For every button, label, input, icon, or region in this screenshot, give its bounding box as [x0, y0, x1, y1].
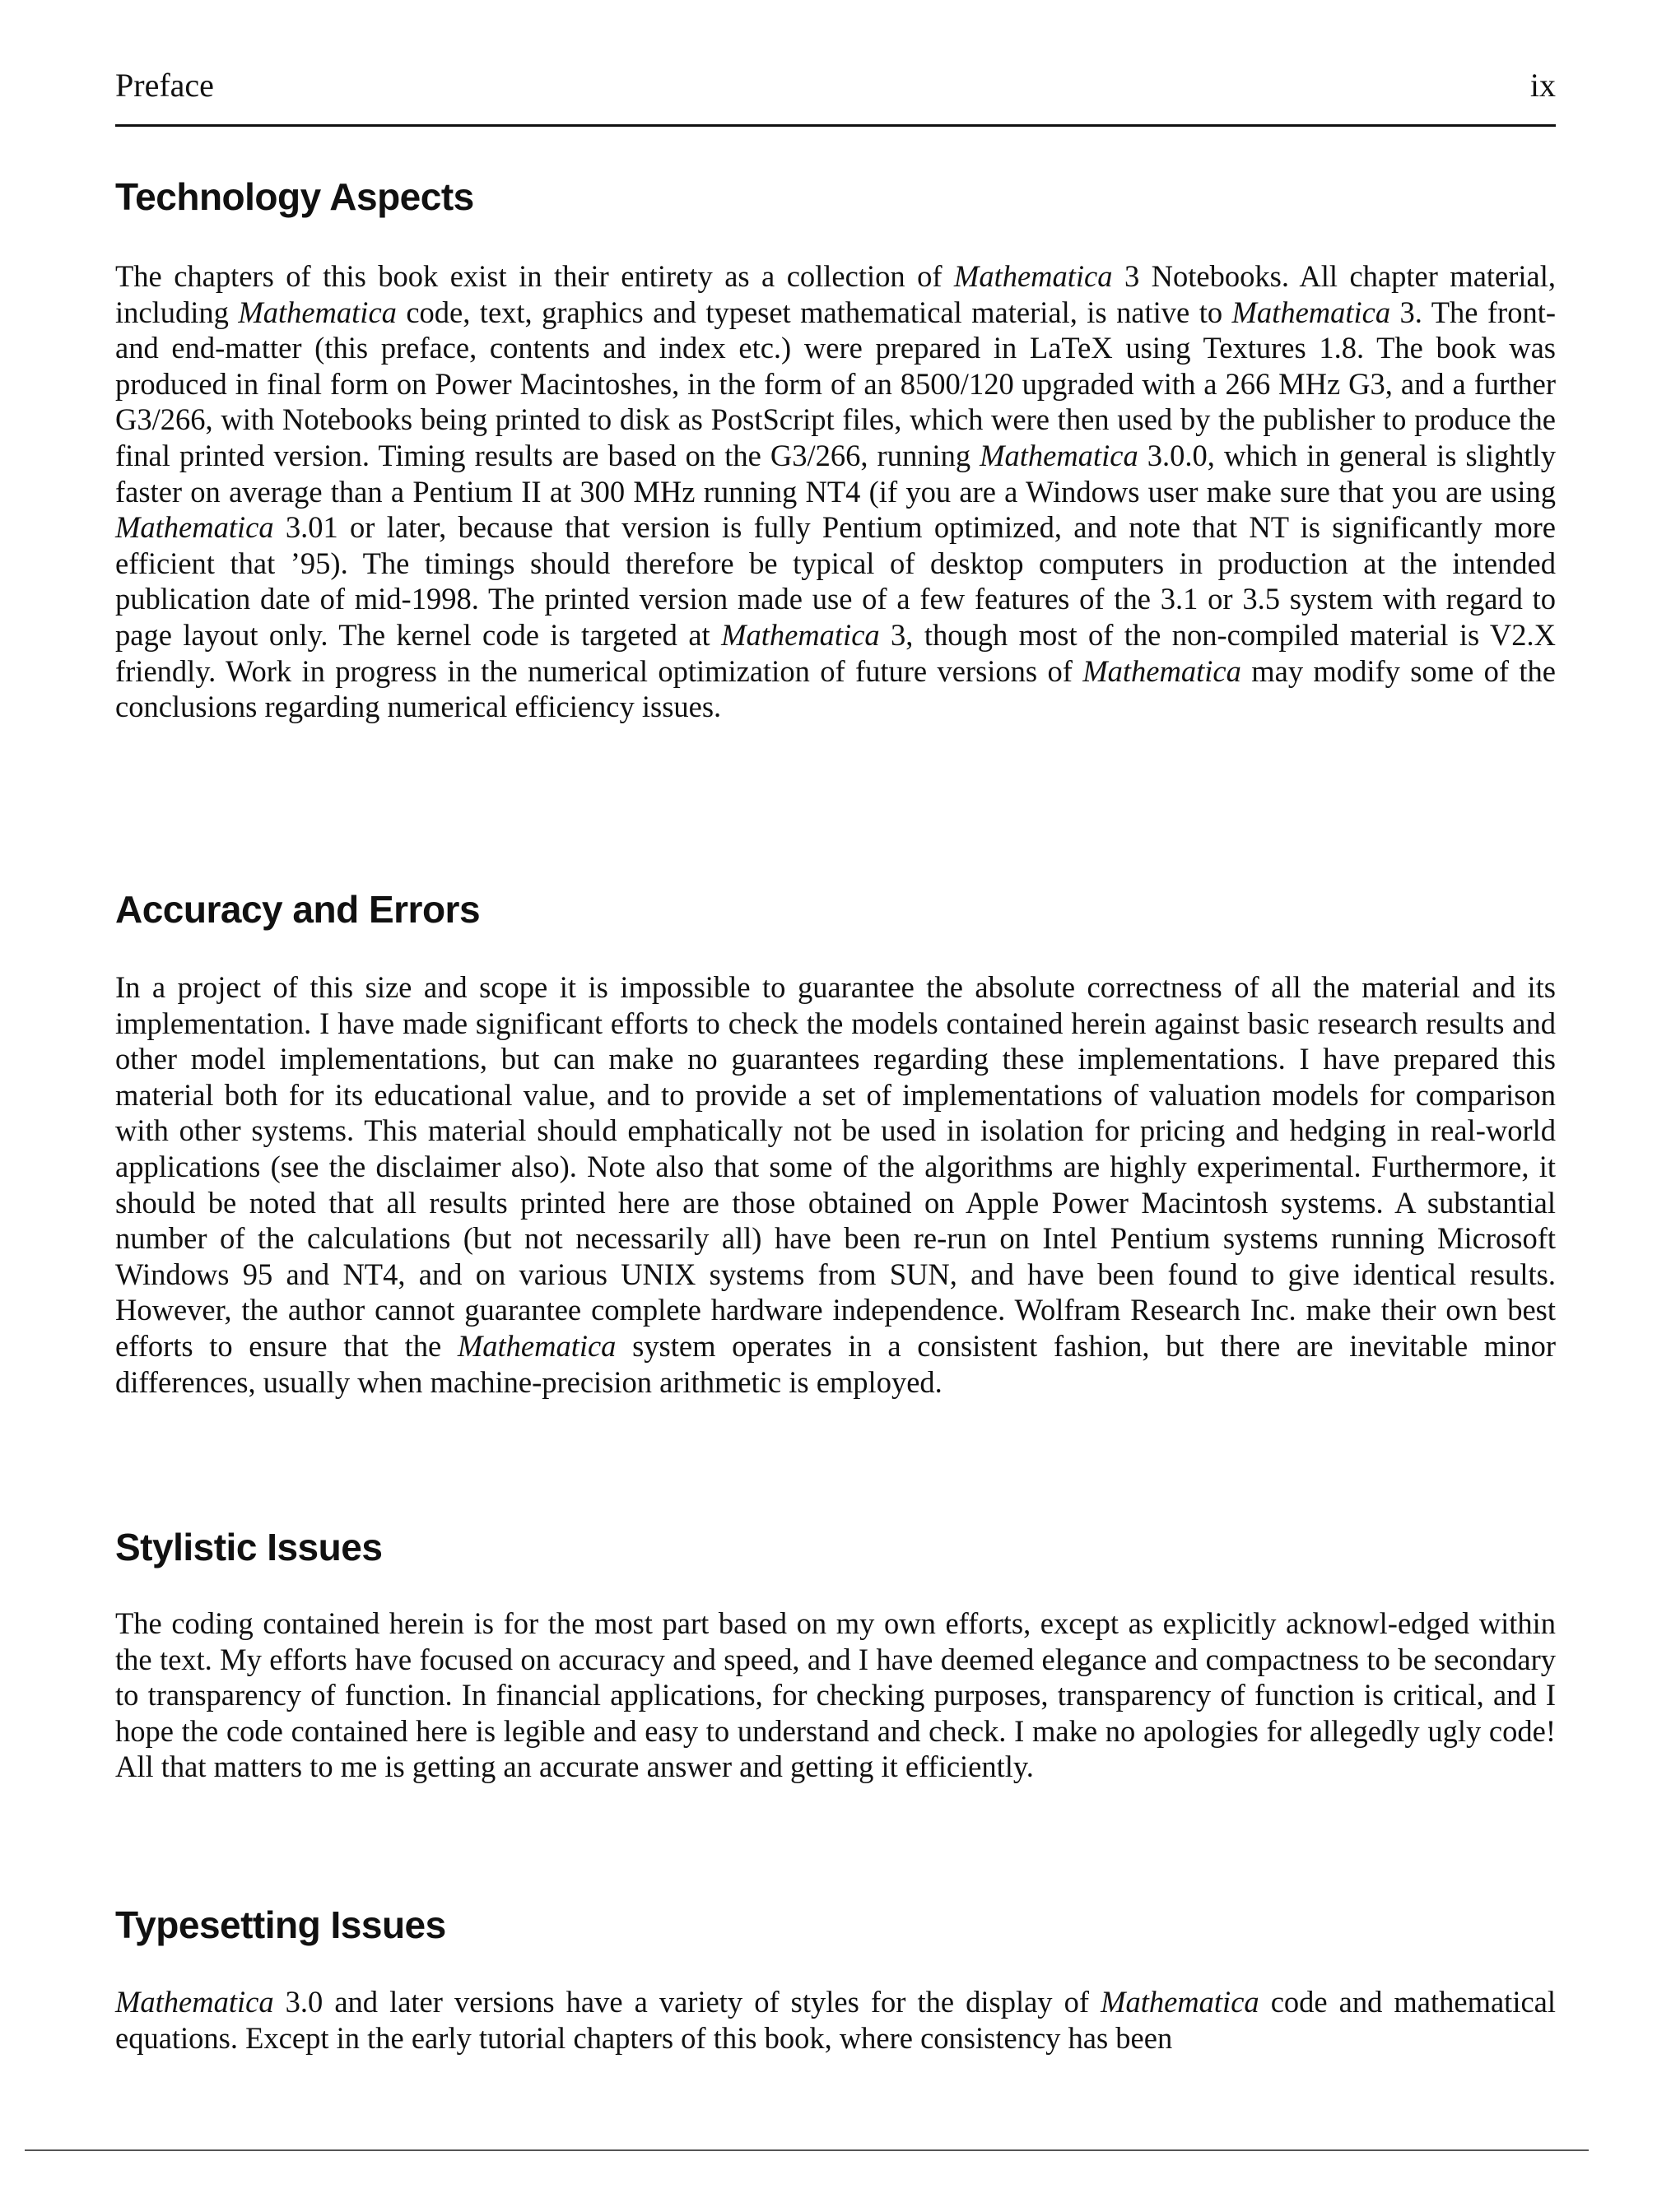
text-run: The coding contained herein is for the most part based on my own efforts, except as explicitly acknowl-edged within the text. My efforts have focused on accuracy and speed, and I have deemed elegance and compactness to be secondary to transparency of function. In financial applications, for checking purposes, transparency of function is critical, and I hope the code contained here is legible and easy to understand and check. I make no apologies for allegedly ugly code! All that matters to me is getting an accurate answer and getting it efficiently.	[115, 1606, 1556, 1784]
italic-term: Mathematica	[115, 510, 274, 545]
italic-term: Mathematica	[1101, 1985, 1259, 2019]
italic-term: Mathematica	[1082, 653, 1241, 688]
text-run: 3, though most of the non-compiled material is V2.X friendly. Work in progress in the numerical optimization of future versions of	[115, 617, 1557, 688]
text-run: The chapters of this book exist in their entirety as a collection of	[115, 259, 954, 293]
italic-term: Mathematica	[1231, 295, 1391, 329]
italic-term: Mathematica	[457, 1328, 617, 1363]
italic-term: Mathematica	[115, 1985, 274, 2019]
section-paragraph	[115, 969, 1556, 1400]
italic-term: Mathematica	[721, 617, 880, 652]
text-run: code, text, graphics and typeset mathematical material, is native to	[396, 295, 1232, 329]
text-run: code and mathematical equations. Except in the early tutorial chapters of this book, where consistency has been	[115, 1985, 1556, 2055]
text-run: may modify some of the conclusions regarding numerical efficiency issues.	[115, 653, 1556, 724]
text-run: 3 Notebooks. All chapter material, including	[115, 259, 1556, 329]
text-run: system operates in a consistent fashion, but there are inevitable minor differences, usually when machine-precision arithmetic is employed.	[115, 1328, 1556, 1399]
text-run: 3. The front- and end-matter (this preface, contents and index etc.) were prepared in LaTeX using Textures 1.8. The book was produced in final form on Power Macintoshes, in the form of an 8500/120 upgraded with a 266 MHz G3, and a further G3/266, with Notebooks being printed to disk as PostScript files, which were then used by the publisher to produce the final printed version. Timing results are based on the G3/266, running	[115, 295, 1556, 472]
page-number: ix	[1529, 67, 1556, 104]
running-head	[115, 66, 1556, 115]
italic-term: Mathematica	[980, 438, 1138, 472]
footer-rule	[25, 2149, 1589, 2151]
text-run: In a project of this size and scope it is impossible to guarantee the absolute correctness of all the material and its implementation. I have made significant efforts to check the models contained herein against basic research results and other model implementations, but can make no guarantees regarding these implementations. I have prepared this material both for its educational value, and to provide a set of implementations of valuation models for comparison with other systems. This material should emphatically not be used in isolation for pricing and hedging in real-world applications (see the disclaimer also). Note also that some of the algorithms are highly experimental. Furthermore, it should be noted that all results printed here are those obtained on Apple Power Macintosh systems. A substantial number of the calculations (but not necessarily all) have been re-run on Intel Pentium systems running Microsoft Windows 95 and NT4, and on various UNIX systems from SUN, and have been found to give identical results. However, the author cannot guarantee complete hardware independence. Wolfram Research Inc. make their own best efforts to ensure that the	[115, 970, 1556, 1363]
section-paragraph	[115, 258, 1556, 725]
text-run: 3.01 or later, because that version is fully Pentium optimized, and note that NT is significantly more efficient that ’95). The timings should therefore be typical of desktop computers in production at the intended publication date of mid-1998. The printed version made use of a few features of the 3.1 or 3.5 system with regard to page layout only. The kernel code is targeted at	[115, 510, 1556, 652]
section-heading-technology-aspects: Technology Aspects	[115, 175, 474, 218]
italic-term: Mathematica	[953, 259, 1113, 293]
section-heading-stylistic-issues: Stylistic Issues	[115, 1526, 383, 1568]
text-run: 3.0 and later versions have a variety of styles for the display of	[273, 1985, 1101, 2019]
header-rule	[115, 124, 1556, 127]
section-paragraph	[115, 1984, 1556, 2056]
section-paragraph	[115, 1606, 1556, 1785]
running-head-section: Preface	[115, 67, 214, 104]
section-heading-typesetting-issues: Typesetting Issues	[115, 1903, 446, 1946]
italic-term: Mathematica	[238, 295, 397, 329]
section-heading-accuracy-and-errors: Accuracy and Errors	[115, 888, 481, 931]
text-run: 3.0.0, which in general is slightly faster on average than a Pentium II at 300 MHz running NT4 (if you are a Windows user make sure that you are using	[115, 438, 1557, 509]
